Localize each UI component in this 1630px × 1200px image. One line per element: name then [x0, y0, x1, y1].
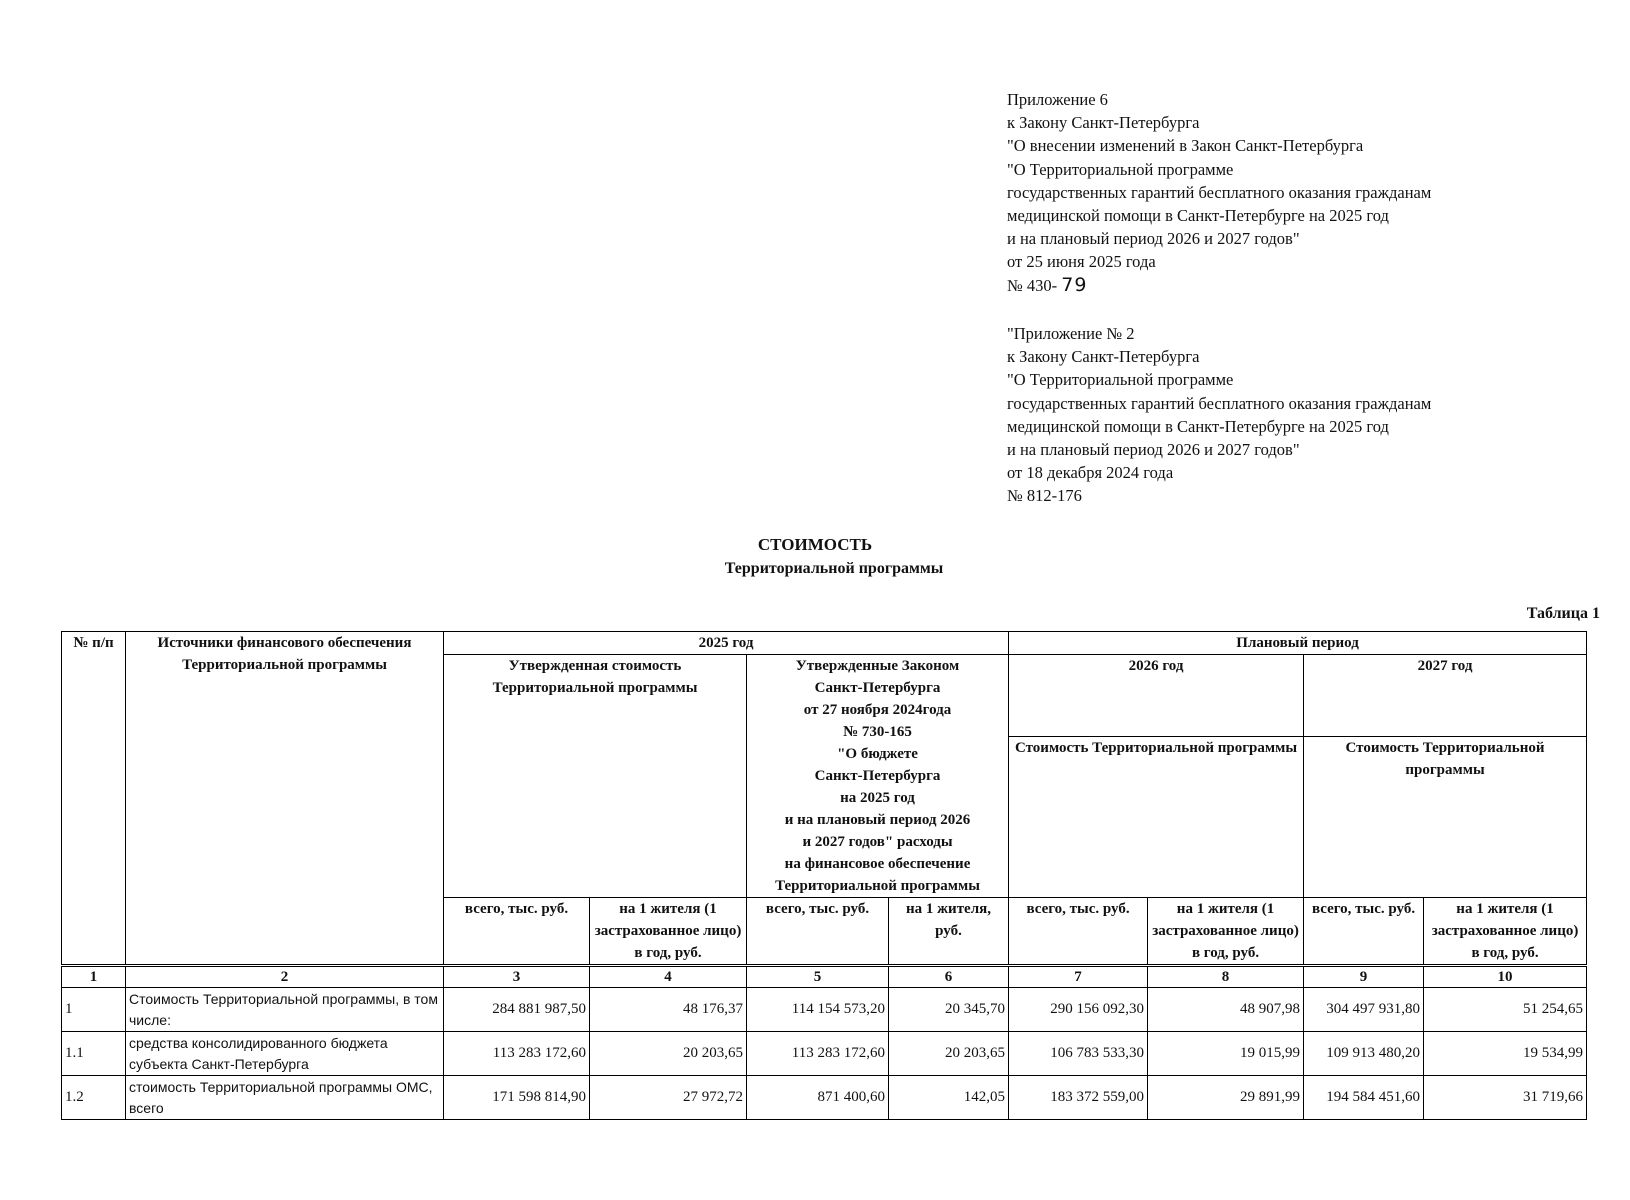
law-line: Утвержденные Законом	[795, 658, 960, 674]
law-line: Санкт-Петербурга	[814, 680, 941, 696]
header-per-insured: на 1 жителя (1 застрахованное лицо) в год, руб.	[1148, 898, 1304, 966]
table-row	[62, 1032, 1587, 1076]
header-total: всего, тыс. руб.	[444, 898, 590, 966]
annex-line: "О Территориальной программе	[1007, 370, 1234, 390]
annex-line: от 18 декабря 2024 года	[1007, 463, 1174, 483]
header-approved-cost: Утвержденная стоимость Территориальной программы	[444, 655, 747, 898]
law-line: и на плановый период 2026	[784, 812, 971, 828]
cell-value: 48 907,98	[1148, 988, 1304, 1032]
annex-6-heading	[1007, 88, 1567, 297]
cell-value: 19 015,99	[1148, 1032, 1304, 1076]
annex-line: медицинской помощи в Санкт-Петербурге на 2025 год	[1007, 206, 1389, 226]
cell-value: 51 254,65	[1424, 988, 1587, 1032]
column-number: 7	[1009, 966, 1148, 988]
annex-line: к Закону Санкт-Петербурга	[1007, 347, 1200, 367]
law-line: Санкт-Петербурга	[814, 768, 941, 784]
annex-line: и на плановый период 2026 и 2027 годов"	[1007, 440, 1300, 460]
header-total: всего, тыс. руб.	[1009, 898, 1148, 966]
column-number: 9	[1304, 966, 1424, 988]
cell-value: 19 534,99	[1424, 1032, 1587, 1076]
column-number: 2	[126, 966, 444, 988]
row-number: 1.2	[62, 1076, 126, 1120]
header-cost-2026: Стоимость Территориальной программы	[1009, 737, 1304, 898]
header-year-2026: 2026 год	[1009, 655, 1304, 737]
header-source: Источники финансового обеспечения Территориальной программы	[126, 632, 444, 966]
header-year-2025: 2025 год	[444, 632, 1009, 655]
annex-line: к Закону Санкт-Петербурга	[1007, 113, 1200, 133]
table-label: Таблица 1	[1526, 605, 1600, 622]
column-number: 10	[1424, 966, 1587, 988]
header-budget-law	[747, 655, 1009, 898]
header-planned-period: Плановый период	[1009, 632, 1587, 655]
row-source: Стоимость Территориальной программы, в том числе:	[126, 988, 444, 1032]
annex-line: Приложение 6	[1007, 90, 1108, 109]
row-number: 1	[62, 988, 126, 1032]
law-line: Территориальной программы	[775, 878, 980, 894]
header-per-resident: на 1 жителя, руб.	[889, 898, 1009, 966]
title-cost: СТОИМОСТЬ	[757, 535, 873, 554]
header-num: № п/п	[62, 632, 126, 966]
cell-value: 27 972,72	[590, 1076, 747, 1120]
header-total: всего, тыс. руб.	[1304, 898, 1424, 966]
cell-value: 113 283 172,60	[747, 1032, 889, 1076]
annex-line: от 25 июня 2025 года	[1007, 252, 1156, 272]
annex-line: государственных гарантий бесплатного оказания гражданам	[1007, 393, 1432, 413]
row-number: 1.1	[62, 1032, 126, 1076]
law-line: и 2027 годов" расходы	[802, 834, 953, 850]
cell-value: 142,05	[889, 1076, 1009, 1120]
annex-line: № 812-176	[1007, 486, 1082, 506]
row-source: средства консолидированного бюджета субъекта Санкт-Петербурга	[126, 1032, 444, 1076]
law-line: от 27 ноября 2024года	[803, 702, 952, 718]
annex-2-heading	[1007, 322, 1567, 508]
law-line: № 730-165	[843, 724, 912, 740]
header-cost-2027: Стоимость Территориальной программы	[1304, 737, 1587, 898]
annex-line: "Приложение № 2	[1007, 324, 1135, 343]
cell-value: 20 345,70	[889, 988, 1009, 1032]
column-number: 4	[590, 966, 747, 988]
law-line: на финансовое обеспечение	[784, 856, 971, 872]
column-number: 6	[889, 966, 1009, 988]
title-program: Территориальной программы	[724, 560, 944, 577]
column-number: 1	[62, 966, 126, 988]
cell-value: 183 372 559,00	[1009, 1076, 1148, 1120]
row-source: стоимость Территориальной программы ОМС, всего	[126, 1076, 444, 1120]
header-total: всего, тыс. руб.	[747, 898, 889, 966]
cell-value: 29 891,99	[1148, 1076, 1304, 1120]
cell-value: 109 913 480,20	[1304, 1032, 1424, 1076]
cost-table	[61, 631, 1587, 1120]
cell-value: 284 881 987,50	[444, 988, 590, 1032]
cell-value: 171 598 814,90	[444, 1076, 590, 1120]
law-line: на 2025 год	[840, 790, 915, 806]
header-per-insured: на 1 жителя (1 застрахованное лицо) в год, руб.	[1424, 898, 1587, 966]
document-title	[0, 533, 1630, 581]
cell-value: 871 400,60	[747, 1076, 889, 1120]
cell-value: 106 783 533,30	[1009, 1032, 1148, 1076]
table-row	[62, 1076, 1587, 1120]
annex-line: "О внесении изменений в Закон Санкт-Петербурга	[1007, 136, 1364, 156]
annex-line: и на плановый период 2026 и 2027 годов"	[1007, 229, 1300, 249]
column-number: 8	[1148, 966, 1304, 988]
column-number: 3	[444, 966, 590, 988]
annex-line: "О Территориальной программе	[1007, 159, 1234, 179]
cell-value: 304 497 931,80	[1304, 988, 1424, 1032]
header-per-insured: на 1 жителя (1 застрахованное лицо) в год, руб.	[590, 898, 747, 966]
cell-value: 48 176,37	[590, 988, 747, 1032]
cell-value: 194 584 451,60	[1304, 1076, 1424, 1120]
cell-value: 31 719,66	[1424, 1076, 1587, 1120]
cell-value: 290 156 092,30	[1009, 988, 1148, 1032]
cell-value: 113 283 172,60	[444, 1032, 590, 1076]
table-row	[62, 988, 1587, 1032]
column-number: 5	[747, 966, 889, 988]
annex-line: медицинской помощи в Санкт-Петербурге на 2025 год	[1007, 416, 1389, 436]
handwritten-law-number: 79	[1061, 273, 1088, 296]
cell-value: 20 203,65	[590, 1032, 747, 1076]
cell-value: 114 154 573,20	[747, 988, 889, 1032]
law-number-prefix: № 430-	[1007, 275, 1058, 295]
law-line: "О бюджете	[837, 746, 918, 762]
annex-line: государственных гарантий бесплатного оказания гражданам	[1007, 182, 1432, 202]
header-year-2027: 2027 год	[1304, 655, 1587, 737]
cell-value: 20 203,65	[889, 1032, 1009, 1076]
law-number	[1007, 274, 1567, 297]
